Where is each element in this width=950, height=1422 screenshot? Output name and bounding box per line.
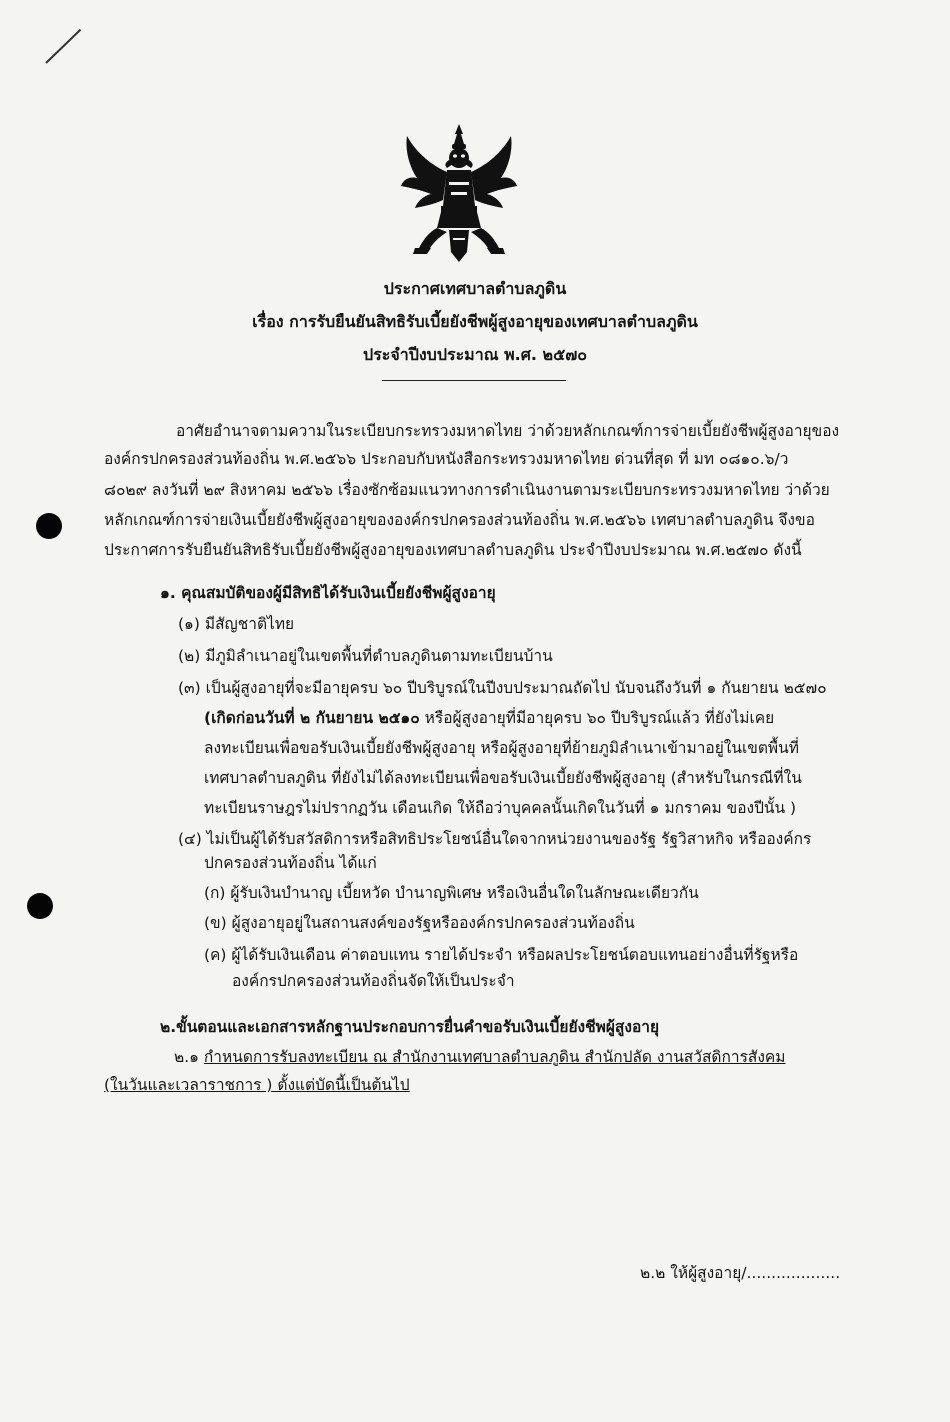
announcement-subject: เรื่อง การรับยืนยันสิทธิรับเบี้ยยังชีพผู้สูงอายุของเทศบาลตำบลภูดิน xyxy=(252,312,698,331)
section1-item-4-line-2: ปกครองส่วนท้องถิ่น ได้แก่ xyxy=(204,854,377,872)
section1-item-3-line-4: เทศบาลตำบลภูดิน ที่ยังไม่ได้ลงทะเบียนเพื่อขอรับเงินเบี้ยยังชีพผู้สูงอายุ (สำหรับในกรณีที่ใน xyxy=(204,769,802,787)
section1-sub-item-c-line-2: องค์กรปกครองส่วนท้องถิ่นจัดให้เป็นประจำ xyxy=(232,972,515,990)
announcement-title: ประกาศเทศบาลตำบลภูดิน xyxy=(383,279,567,298)
intro-line-1: อาศัยอำนาจตามความในระเบียบกระทรวงมหาดไทย ว่าด้วยหลักเกณฑ์การจ่ายเบี้ยยังชีพผู้สูงอายุของ xyxy=(176,422,840,440)
pen-stroke-mark xyxy=(45,29,81,64)
section1-sub-item-a: (ก) ผู้รับเงินบำนาญ เบี้ยหวัด บำนาญพิเศษ หรือเงินอื่นใดในลักษณะเดียวกัน xyxy=(204,884,699,902)
section1-item-3-line-5: ทะเบียนราษฎรไม่ปรากฏวัน เดือนเกิด ให้ถือว่าบุคคลนั้นเกิดในวันที่ ๑ มกราคม ของปีนั้น ) xyxy=(204,799,797,817)
section1-heading: ๑. คุณสมบัติของผู้มีสิทธิได้รับเงินเบี้ยยังชีพผู้สูงอายุ xyxy=(160,584,496,602)
section2-heading: ๒.ขั้นตอนและเอกสารหลักฐานประกอบการยื่นคำขอรับเงินเบี้ยยังชีพผู้สูงอายุ xyxy=(160,1018,660,1036)
section1-sub-item-c-line-1: (ค) ผู้ได้รับเงินเดือน ค่าตอบแทน รายได้ประจำ หรือผลประโยชน์ตอบแทนอย่างอื่นที่รัฐหรือ xyxy=(204,946,799,964)
section2-item-1-line-1 xyxy=(174,1044,786,1070)
item-3-line-2-rest: หรือผู้สูงอายุที่มีอายุครบ ๖๐ ปีบริบูรณ์แล้ว ที่ยังไม่เคย xyxy=(419,709,775,727)
page-continuation-note: ๒.๒ ให้ผู้สูงอายุ/................... xyxy=(640,1264,841,1282)
punch-hole-bottom xyxy=(27,893,53,919)
garuda-emblem xyxy=(397,120,521,264)
birth-date-cutoff: (เกิดก่อนวันที่ ๒ กันยายน ๒๕๑๐ xyxy=(204,709,420,727)
section1-item-3-line-1: (๓) เป็นผู้สูงอายุที่จะมีอายุครบ ๖๐ ปีบริบูรณ์ในปีงบประมาณถัดไป นับจนถึงวันที่ ๑ กันยายน ๒๕๗๐ xyxy=(178,679,827,697)
section2-item-1-number: ๒.๑ xyxy=(174,1048,199,1066)
section1-item-2: (๒) มีภูมิลำเนาอยู่ในเขตพื้นที่ตำบลภูดินตามทะเบียนบ้าน xyxy=(178,647,553,665)
intro-line-3: ๘๐๒๙ ลงวันที่ ๒๙ สิงหาคม ๒๕๖๖ เรื่องซักซ้อมแนวทางการดำเนินงานตามระเบียบกระทรวงมหาดไทย ว่าด้วย xyxy=(104,481,830,499)
section1-item-3-line-3: ลงทะเบียนเพื่อขอรับเงินเบี้ยยังชีพผู้สูงอายุ หรือผู้สูงอายุที่ย้ายภูมิลำเนาเข้ามาอยู่ในเขตพื้นที่ xyxy=(204,739,799,757)
section1-sub-item-b: (ข) ผู้สูงอายุอยู่ในสถานสงค์ของรัฐหรือองค์กรปกครองส่วนท้องถิ่น xyxy=(204,914,635,932)
announcement-fiscal-year: ประจำปีงบประมาณ พ.ศ. ๒๕๗๐ xyxy=(363,345,587,364)
punch-hole-top xyxy=(36,513,62,539)
intro-line-2: องค์กรปกครองส่วนท้องถิ่น พ.ศ.๒๕๖๖ ประกอบกับหนังสือกระทรวงมหาดไทย ด่วนที่สุด ที่ มท ๐๘๑๐.๖/ว xyxy=(104,450,789,468)
intro-line-5: ประกาศการรับยืนยันสิทธิรับเบี้ยยังชีพผู้สูงอายุของเทศบาลตำบลภูดิน ประจำปีงบประมาณ พ.ศ.๒๕๗๐ ดังนี้ xyxy=(104,541,802,559)
section2-item-1-line-2: (ในวันและเวลาราชการ ) ตั้งแต่บัดนี้เป็นต้นไป xyxy=(104,1076,410,1094)
section1-item-4-line-1: (๔) ไม่เป็นผู้ได้รับสวัสดิการหรือสิทธิประโยชน์อื่นใดจากหน่วยงานของรัฐ รัฐวิสาหกิจ หรือองค์กร xyxy=(178,830,812,848)
section1-item-3-line-2 xyxy=(204,705,774,731)
section1-item-1: (๑) มีสัญชาติไทย xyxy=(178,615,295,633)
intro-line-4: หลักเกณฑ์การจ่ายเงินเบี้ยยังชีพผู้สูงอายุขององค์กรปกครองส่วนท้องถิ่น พ.ศ.๒๕๖๖ เทศบาลตำบลภูดิน จึงขอ xyxy=(104,511,815,529)
registration-schedule-text: กำหนดการรับลงทะเบียน ณ สำนักงานเทศบาลตำบลภูดิน สำนักปลัด งานสวัสดิการสังคม xyxy=(203,1048,786,1066)
header-divider xyxy=(382,380,566,381)
